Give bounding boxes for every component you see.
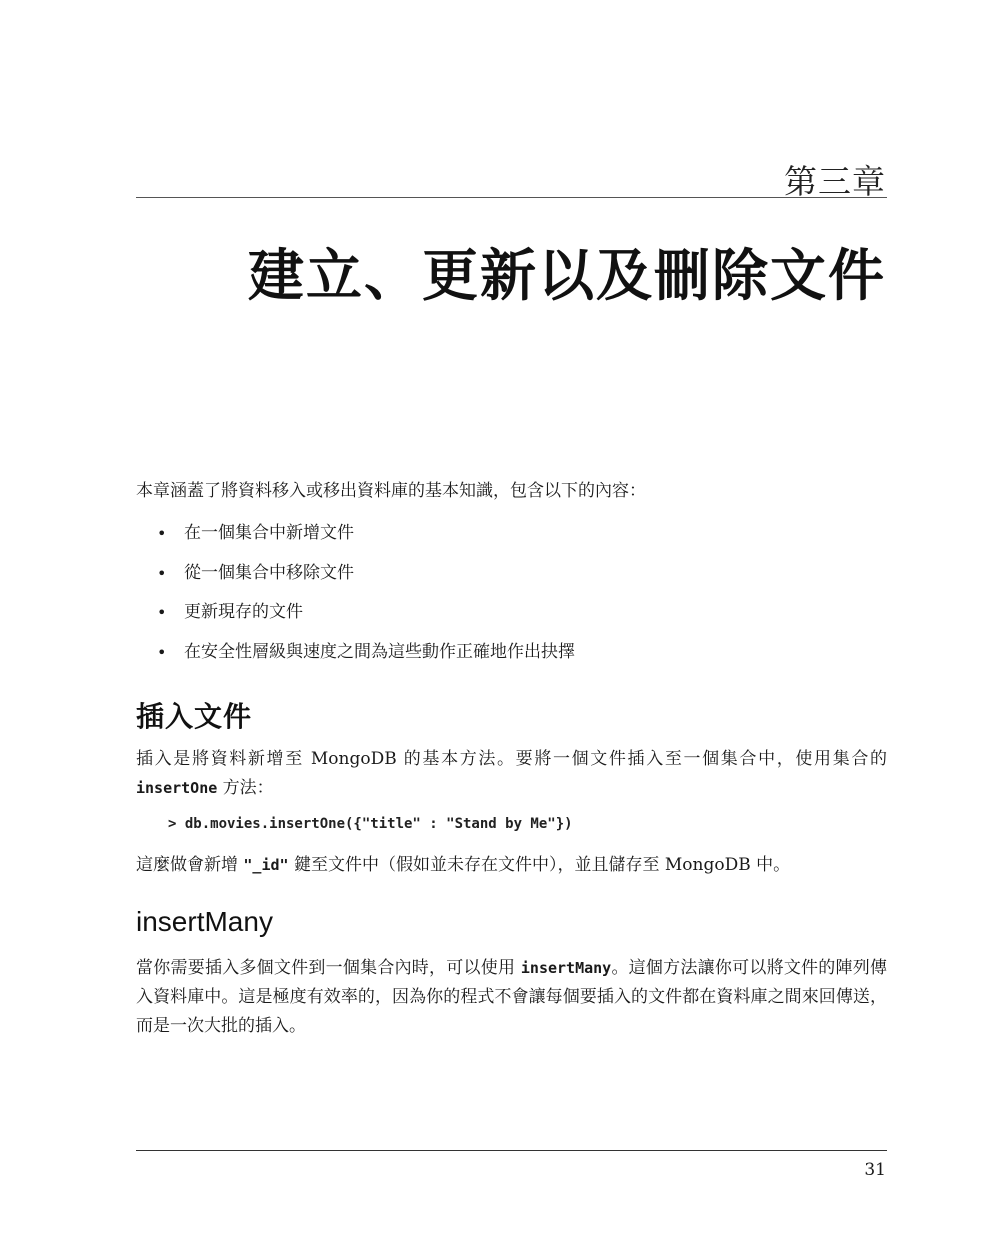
insertmany-text-a: 當你需要插入多個文件到一個集合內時，可以使用 [136,958,521,978]
list-item [136,559,887,599]
insert-paragraph-text-b: 方法： [217,778,274,798]
id-paragraph-text-a: 這麼做會新增 [136,855,244,875]
insertone-code: insertOne [136,779,218,797]
list-item [136,519,887,559]
list-item-text: 更新現存的文件 [184,602,303,622]
insert-paragraph-text-a: 插入是將資料新增至 MongoDB 的基本方法。要將一個文件插入至一個集合中，使用集合的 [136,749,887,769]
topic-list [136,519,887,677]
list-item-text: 從一個集合中移除文件 [184,562,354,583]
id-paragraph [136,851,887,880]
id-paragraph-text-b: 鍵至文件中（假如並未存在文件中），並且儲存至 MongoDB 中。 [288,855,791,875]
bullet-icon: • [157,524,167,543]
list-item-text: 在安全性層級與速度之間為這些動作正確地作出抉擇 [184,641,575,662]
chapter-title: 建立、更新以及刪除文件 [248,244,886,309]
list-item [136,598,887,638]
chapter-divider [136,197,887,198]
section-heading-insert: 插入文件 [136,700,253,733]
bullet-icon: • [157,642,167,662]
list-item-text: 在一個集合中新增文件 [184,523,354,543]
section-heading-insertmany: insertMany [136,906,273,937]
insertmany-paragraph [136,954,887,1041]
bullet-icon: • [157,563,167,583]
id-code: "_id" [243,856,289,874]
insertmany-code: insertMany [520,959,612,977]
footer-divider [136,1150,887,1151]
intro-paragraph: 本章涵蓋了將資料移入或移出資料庫的基本知識，包含以下的內容： [136,481,646,501]
bullet-icon: • [157,603,167,622]
chapter-label: 第三章 [784,162,886,201]
page-number: 31 [864,1160,886,1180]
insert-paragraph [136,745,887,803]
code-example: > db.movies.insertOne({"title" : "Stand by Me"}) [168,816,573,832]
insertmany-text-b: 。這個方法讓你可以將文件的陣列傳入資料庫中。這是極度有效率的，因為你的程式不會讓每個要插入的文件都在資料庫之間來回傳送，而是一次大批的插入。 [136,958,888,1036]
list-item [136,638,887,678]
